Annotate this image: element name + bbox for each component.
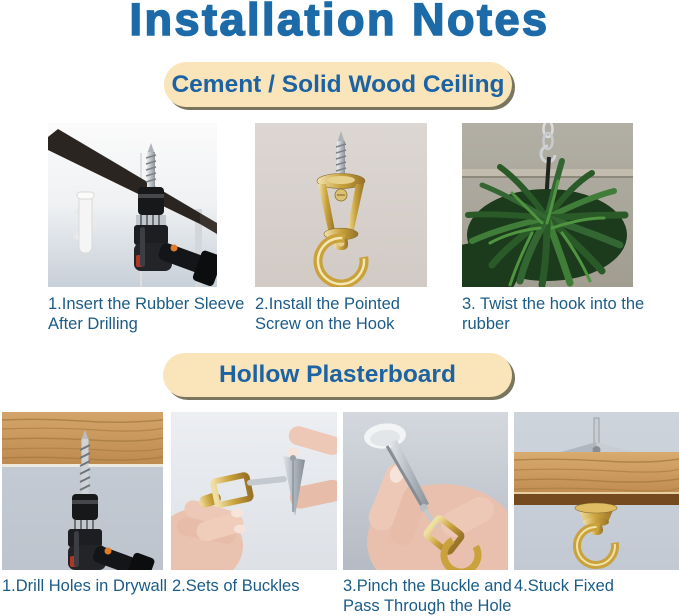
hanging-fern-illustration <box>462 123 633 287</box>
step-caption <box>514 576 614 596</box>
page-title: Installation Notes <box>129 0 550 45</box>
wood-board-cross-section <box>514 452 679 505</box>
step-caption <box>343 576 512 616</box>
caption-line: Pass Through the Hole <box>343 597 512 615</box>
section-header-cement-solid-wood-ceiling <box>164 62 512 107</box>
caption-line: 3.Pinch the Buckle and <box>343 577 512 595</box>
caption-line: 1.Insert the Rubber Sleeve <box>48 295 245 313</box>
step-caption <box>2 576 167 596</box>
caption-line: 3. Twist the hook into the <box>462 295 645 313</box>
caption-line: 2.Sets of Buckles <box>172 577 300 595</box>
pinch-buckle-into-hole-illustration <box>343 412 508 570</box>
step-caption <box>172 576 299 596</box>
step-photo-stuck-fixed <box>514 412 679 570</box>
toggle-fixed-through-board-illustration <box>514 412 679 570</box>
caption-line: After Drilling <box>48 315 138 333</box>
step-caption <box>48 294 244 334</box>
drill-into-drywall-illustration <box>2 412 163 570</box>
step-photo-twist-hook <box>462 123 633 287</box>
drill-ceiling-rubber-sleeve-illustration <box>48 123 217 287</box>
caption-line: rubber <box>462 315 510 333</box>
brass-hook-with-screw-illustration <box>255 123 427 287</box>
caption-line: Screw on the Hook <box>255 315 395 333</box>
step-photo-drill-holes <box>2 412 163 570</box>
step-photo-pinch-buckle <box>343 412 508 570</box>
caption-line: 4.Stuck Fixed <box>514 577 614 595</box>
step-caption <box>255 294 400 334</box>
twist-drill-bit <box>80 430 90 495</box>
step-photo-sets-of-buckles <box>171 412 337 570</box>
step-caption <box>462 294 644 334</box>
section-header-hollow-plasterboard <box>163 353 512 397</box>
section-header-label: Cement / Solid Wood Ceiling <box>171 70 505 98</box>
section-header-label: Hollow Plasterboard <box>219 361 456 388</box>
step-photo-insert-rubber-sleeve <box>48 123 217 287</box>
step-photo-screw-on-hook <box>255 123 427 287</box>
hands-holding-buckle-set-illustration <box>171 412 337 570</box>
caption-line: 2.Install the Pointed <box>255 295 400 313</box>
caption-line: 1.Drill Holes in Drywall <box>2 577 168 595</box>
